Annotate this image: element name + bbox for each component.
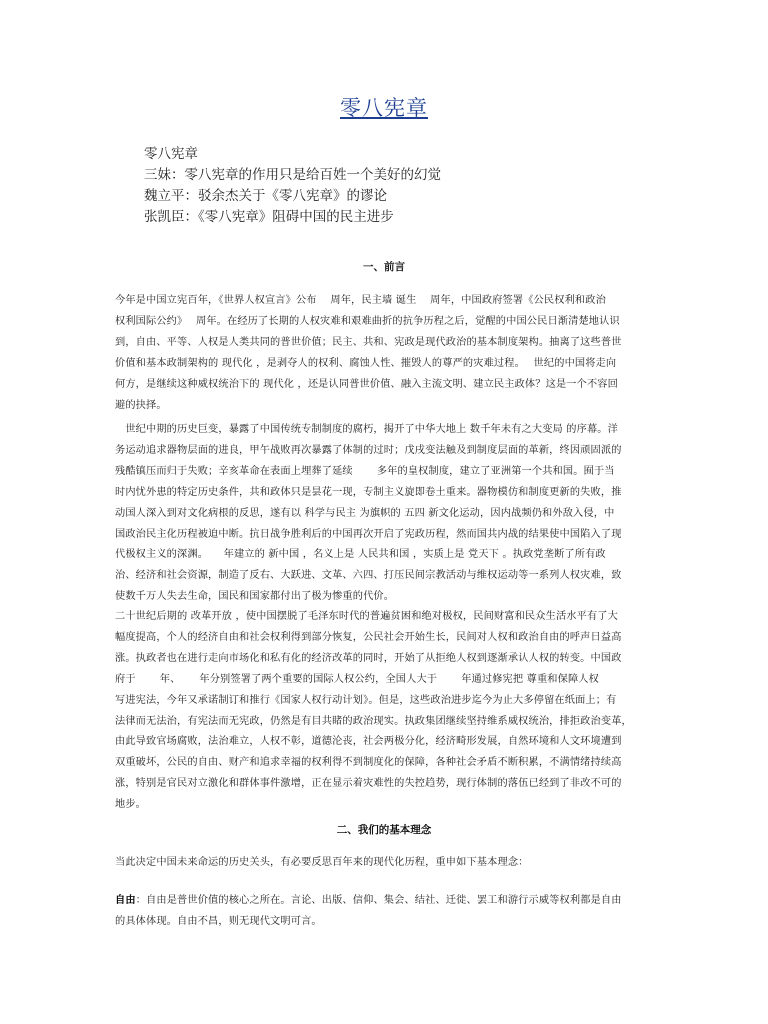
text-line: 涨，特别是官民对立激化和群体事件激增，正在显示着灾难性的失控趋势，现行体制的落伍已经到了非改不可的 [115, 778, 622, 790]
text-line: 世纪中期的历史巨变，暴露了中国传统专制制度的腐朽，揭开了中华大地上 数千年未有之大变局 的序幕。洋 [115, 424, 618, 435]
text-line: 法律而无法治，有宪法而无宪政，仍然是有目共睹的政治现实。执政集团继续坚持维系威权统治，排拒政治变革， [115, 715, 632, 727]
text-line: 的具体体现。自由不昌，则无现代文明可言。 [115, 915, 322, 927]
text-line: 由此导致官场腐败，法治难立，人权不彰，道德沦丧，社会两极分化，经济畸形发展，自然环境和人文环境遭到 [115, 736, 622, 748]
text-line: 使数千万人失去生命，国民和国家都付出了极为惨重的代价。 [115, 591, 395, 603]
text-line: 到，自由、平等、人权是人类共同的普世价值；民主、共和、宪政是现代政治的基本制度架构。抽离了这些普世 [115, 336, 622, 348]
freedom-label: 自由 [115, 894, 136, 906]
text-line: 时内忧外患的特定历史条件，共和政体只是昙花一现，专制主义旋即卷土重来。器物模仿和制度更新的失败，推 [115, 486, 622, 498]
text-line: 写进宪法，今年又承诺制订和推行《国家人权行动计划》。但是，这些政治进步迄今为止大多停留在纸面上；有 [115, 694, 617, 706]
text-line: 动国人深入到对文化病根的反思，遂有以 科学与民主 为旗帜的 五四 新文化运动，因内战频仍和外敌入侵，中 [115, 507, 615, 519]
text-line: 府于 年、 年分别签署了两个重要的国际人权公约，全国人大于 年通过修宪把 尊重和保障人权 [115, 673, 599, 685]
paragraph-preface-2 [115, 420, 653, 608]
text-line: 二十世纪后期的 改革开放 ，使中国摆脱了毛泽东时代的普遍贫困和绝对极权，民间财富和民众生活水平有了大 [115, 611, 618, 622]
related-link[interactable]: 魏立平：驳余杰关于《零八宪章》的谬论 [144, 188, 387, 204]
text-line: 避的抉择。 [115, 399, 167, 411]
paragraph-basic-ideas-intro [115, 853, 653, 874]
text-line: 代极权主义的深渊。 年建立的 新中国 ，名义上是 人民共和国 ，实质上是 党天下 。执政党垄断了所有政 [115, 549, 606, 561]
related-link[interactable]: 三妹：零八宪章的作用只是给百姓一个美好的幻觉 [144, 167, 441, 183]
text-line: 幅度提高，个人的经济自由和社会权利得到部分恢复，公民社会开始生长，民间对人权和政治自由的呼声日益高 [115, 631, 622, 643]
text-line: 国政治民主化历程被迫中断。抗日战争胜利后的中国再次开启了宪政历程，然而国共内战的结果使中国陷入了现 [115, 528, 622, 540]
section-heading-preface: 一、前言 [363, 261, 405, 273]
text-line: 今年是中国立宪百年，《世界人权宣言》公布 周年，民主墙 诞生 周年，中国政府签署《公民权利和政治 [115, 295, 606, 306]
text-fragment: ：自由是普世价值的核心之所在。言论、出版、信仰、集会、结社、迁徙、罢工和游行示威等权利都是自由 [135, 895, 622, 906]
text-line [115, 890, 653, 912]
text-line: 当此决定中国未来命运的历史关头，有必要反思百年来的现代化历程，重申如下基本理念： [115, 857, 529, 868]
related-link[interactable]: 零八宪章 [144, 146, 198, 162]
section-heading-basic-ideas: 二、我们的基本理念 [336, 824, 432, 836]
text-line: 双重破坏，公民的自由、财产和追求幸福的权利得不到制度化的保障，各种社会矛盾不断积累，不满情绪持续高 [115, 757, 622, 769]
paragraph-preface-1 [115, 291, 653, 416]
related-links [144, 144, 441, 228]
text-line: 务运动追求器物层面的进良，甲午战败再次暴露了体制的过时；戊戌变法触及到制度层面的革新，终因顽固派的 [115, 444, 622, 456]
text-line: 价值和基本政制架构的 现代化 ，是剥夺人的权利、腐蚀人性、摧毁人的尊严的灾难过程。 世纪的中国将走向 [115, 357, 617, 369]
page-title: 零八宪章 [340, 96, 428, 120]
text-line: 治、经济和社会资源，制造了反右、大跃进、文革、六四、打压民间宗教活动与维权运动等一系列人权灾难，致 [115, 570, 622, 582]
paragraph-preface-3 [115, 607, 653, 816]
text-line: 残酷镇压而归于失败；辛亥革命在表面上埋葬了延续 多年的皇权制度，建立了亚洲第一个共和国。囿于当 [115, 465, 615, 477]
paragraph-freedom [115, 890, 653, 933]
text-line: 权利国际公约》 周年。在经历了长期的人权灾难和艰难曲折的抗争历程之后，觉醒的中国公民日渐清楚地认识 [115, 315, 620, 327]
related-link[interactable]: 张凯臣：《零八宪章》阻碍中国的民主进步 [144, 209, 394, 225]
text-line: 地步。 [115, 799, 147, 811]
text-line: 何方，是继续这种威权统治下的 现代化 ，还是认同普世价值、融入主流文明、建立民主政体？这是一个不容回 [115, 378, 618, 390]
text-line: 涨。执政者也在进行走向市场化和私有化的经济改革的同时，开始了从拒绝人权到逐渐承认人权的转变。中国政 [115, 652, 622, 664]
